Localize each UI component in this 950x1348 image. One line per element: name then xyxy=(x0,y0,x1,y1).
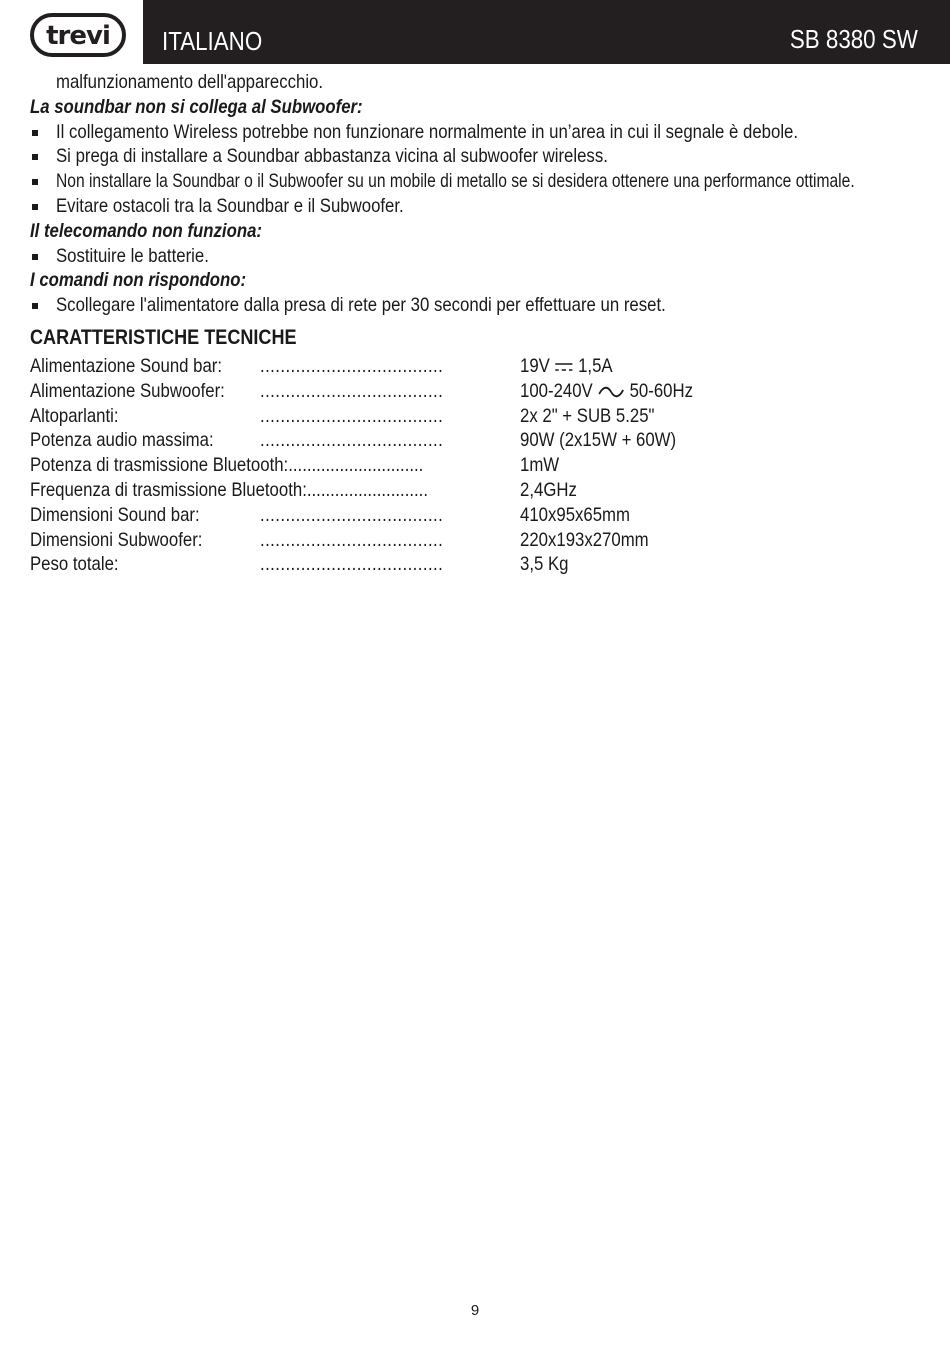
spec-row xyxy=(30,503,930,528)
spec-row xyxy=(30,478,930,503)
spec-leader: .................................... xyxy=(260,503,444,526)
bullet-icon xyxy=(32,130,38,136)
bullet-icon xyxy=(32,204,38,210)
bullet-icon xyxy=(32,154,38,160)
spec-leader: ............................. xyxy=(288,454,424,477)
section-heading-remote: Il telecomando non funziona: xyxy=(30,219,262,242)
trevi-logo xyxy=(30,13,126,57)
spec-value: 100-240V 50-60Hz xyxy=(520,379,693,402)
spec-value: 410x95x65mm xyxy=(520,503,630,526)
spec-value: 2x 2" + SUB 5.25" xyxy=(520,404,655,427)
list-item: Non installare la Soundbar o il Subwoofer su un mobile di metallo se si desidera ottenere una performance ottimale. xyxy=(30,169,930,194)
spec-value: 220x193x270mm xyxy=(520,528,649,551)
spec-leader: .................................... xyxy=(260,404,444,427)
spec-leader: .................................... xyxy=(260,429,444,452)
spec-label: Potenza di trasmissione Bluetooth:............................. xyxy=(30,454,424,477)
ac-symbol-icon xyxy=(597,385,625,399)
troubleshooting-content xyxy=(30,70,930,318)
spec-label: Dimensioni Subwoofer: xyxy=(30,528,203,551)
specs-table xyxy=(30,354,930,577)
list-item: Sostituire le batterie. xyxy=(30,244,930,269)
section-heading-subwoofer: La soundbar non si collega al Subwoofer: xyxy=(30,95,363,118)
continuation-text: malfunzionamento dell'apparecchio. xyxy=(56,71,324,93)
spec-value: 3,5 Kg xyxy=(520,553,569,576)
spec-row xyxy=(30,552,930,577)
spec-value: 19V 1,5A xyxy=(520,355,613,377)
spec-row xyxy=(30,404,930,429)
spec-row xyxy=(30,453,930,478)
spec-label: Potenza audio massima: xyxy=(30,429,214,452)
list-item: Evitare ostacoli tra la Soundbar e il Subwoofer. xyxy=(30,194,930,219)
bullet-icon xyxy=(32,303,38,309)
spec-value: 2,4GHz xyxy=(520,478,577,501)
spec-label: Frequenza di trasmissione Bluetooth:.......................... xyxy=(30,478,429,501)
bullet-icon xyxy=(32,179,38,185)
spec-leader: .......................... xyxy=(306,478,429,501)
list-item: Il collegamento Wireless potrebbe non funzionare normalmente in un’area in cui il segnale è debole. xyxy=(30,120,930,145)
spec-label: Dimensioni Sound bar: xyxy=(30,503,200,526)
language-label: ITALIANO xyxy=(162,26,263,56)
spec-row xyxy=(30,354,930,379)
spec-value: 1mW xyxy=(520,454,560,477)
spec-label: Altoparlanti: xyxy=(30,404,119,427)
logo-area xyxy=(0,0,143,64)
spec-row xyxy=(30,528,930,553)
spec-row xyxy=(30,379,930,404)
spec-value: 90W (2x15W + 60W) xyxy=(520,429,677,452)
model-label: SB 8380 SW xyxy=(789,24,918,54)
page-header xyxy=(0,0,950,64)
spec-leader: .................................... xyxy=(260,355,444,377)
spec-label: Alimentazione Sound bar: xyxy=(30,355,223,377)
spec-label: Alimentazione Subwoofer: xyxy=(30,379,225,402)
page-number: 9 xyxy=(470,1302,480,1319)
list-item: Si prega di installare a Soundbar abbastanza vicina al subwoofer wireless. xyxy=(30,144,930,169)
specs-title: CARATTERISTICHE TECNICHE xyxy=(30,326,297,349)
dc-symbol-icon xyxy=(555,361,574,373)
list-item: Scollegare l'alimentatore dalla presa di rete per 30 secondi per effettuare un reset. xyxy=(30,293,930,318)
svg-text:trevi: trevi xyxy=(46,21,110,51)
spec-leader: .................................... xyxy=(260,379,444,402)
spec-leader: .................................... xyxy=(260,553,444,576)
spec-label: Peso totale: xyxy=(30,553,119,576)
bullet-icon xyxy=(32,254,38,260)
section-heading-controls: I comandi non rispondono: xyxy=(30,269,247,292)
spec-leader: .................................... xyxy=(260,528,444,551)
spec-row xyxy=(30,428,930,453)
